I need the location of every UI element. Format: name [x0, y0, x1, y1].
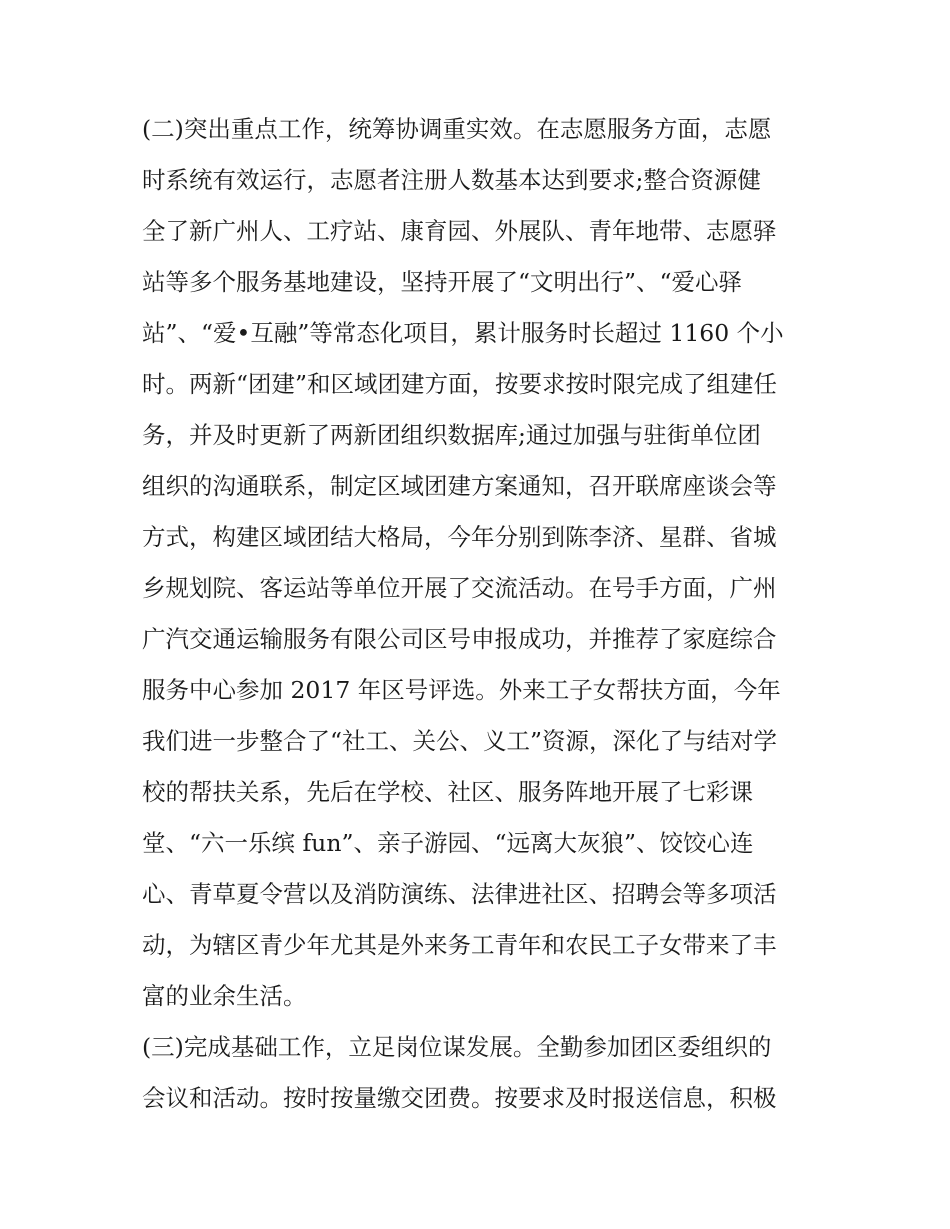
text-line: (二)突出重点工作，统筹协调重实效。在志愿服务方面，志愿	[142, 115, 772, 143]
text-line: 我们进一步整合了“社工、关公、义工”资源，深化了与结对学	[142, 727, 778, 755]
document-body-text	[142, 104, 822, 1124]
text-line: 心、青草夏令营以及消防演练、法律进社区、招聘会等多项活	[142, 880, 777, 908]
text-line: 动，为辖区青少年尤其是外来务工青年和农民工子女带来了丰	[142, 931, 777, 959]
text-line: 会议和活动。按时按量缴交团费。按要求及时报送信息，积极	[142, 1084, 777, 1112]
text-line: 富的业余生活。	[142, 982, 307, 1010]
text-line: 广汽交通运输服务有限公司区号申报成功，并推荐了家庭综合	[142, 625, 777, 653]
text-line: 堂、“六一乐缤 fun”、亲子游园、“远离大灰狼”、饺饺心连	[142, 829, 754, 857]
text-line: (三)完成基础工作，立足岗位谋发展。全勤参加团区委组织的	[142, 1033, 772, 1061]
text-line: 组织的沟通联系，制定区域团建方案通知，召开联席座谈会等	[142, 472, 777, 500]
text-line: 方式，构建区域团结大格局，今年分别到陈李济、星群、省城	[142, 523, 777, 551]
text-line: 全了新广州人、工疗站、康育园、外展队、青年地带、志愿驿	[142, 217, 777, 245]
text-line: 站”、“爱•互融”等常态化项目，累计服务时长超过 1160 个小	[142, 319, 784, 347]
text-line: 服务中心参加 2017 年区号评选。外来工子女帮扶方面，今年	[142, 676, 781, 704]
text-line: 校的帮扶关系，先后在学校、社区、服务阵地开展了七彩课	[142, 778, 753, 806]
text-line: 乡规划院、客运站等单位开展了交流活动。在号手方面，广州	[142, 574, 777, 602]
text-line: 时。两新“团建”和区域团建方面，按要求按时限完成了组建任	[142, 370, 778, 398]
text-line: 站等多个服务基地建设，坚持开展了“文明出行”、“爱心驿	[142, 268, 743, 296]
text-line: 务，并及时更新了两新团组织数据库;通过加强与驻街单位团	[142, 421, 761, 449]
text-line: 时系统有效运行，志愿者注册人数基本达到要求;整合资源健	[142, 166, 761, 194]
